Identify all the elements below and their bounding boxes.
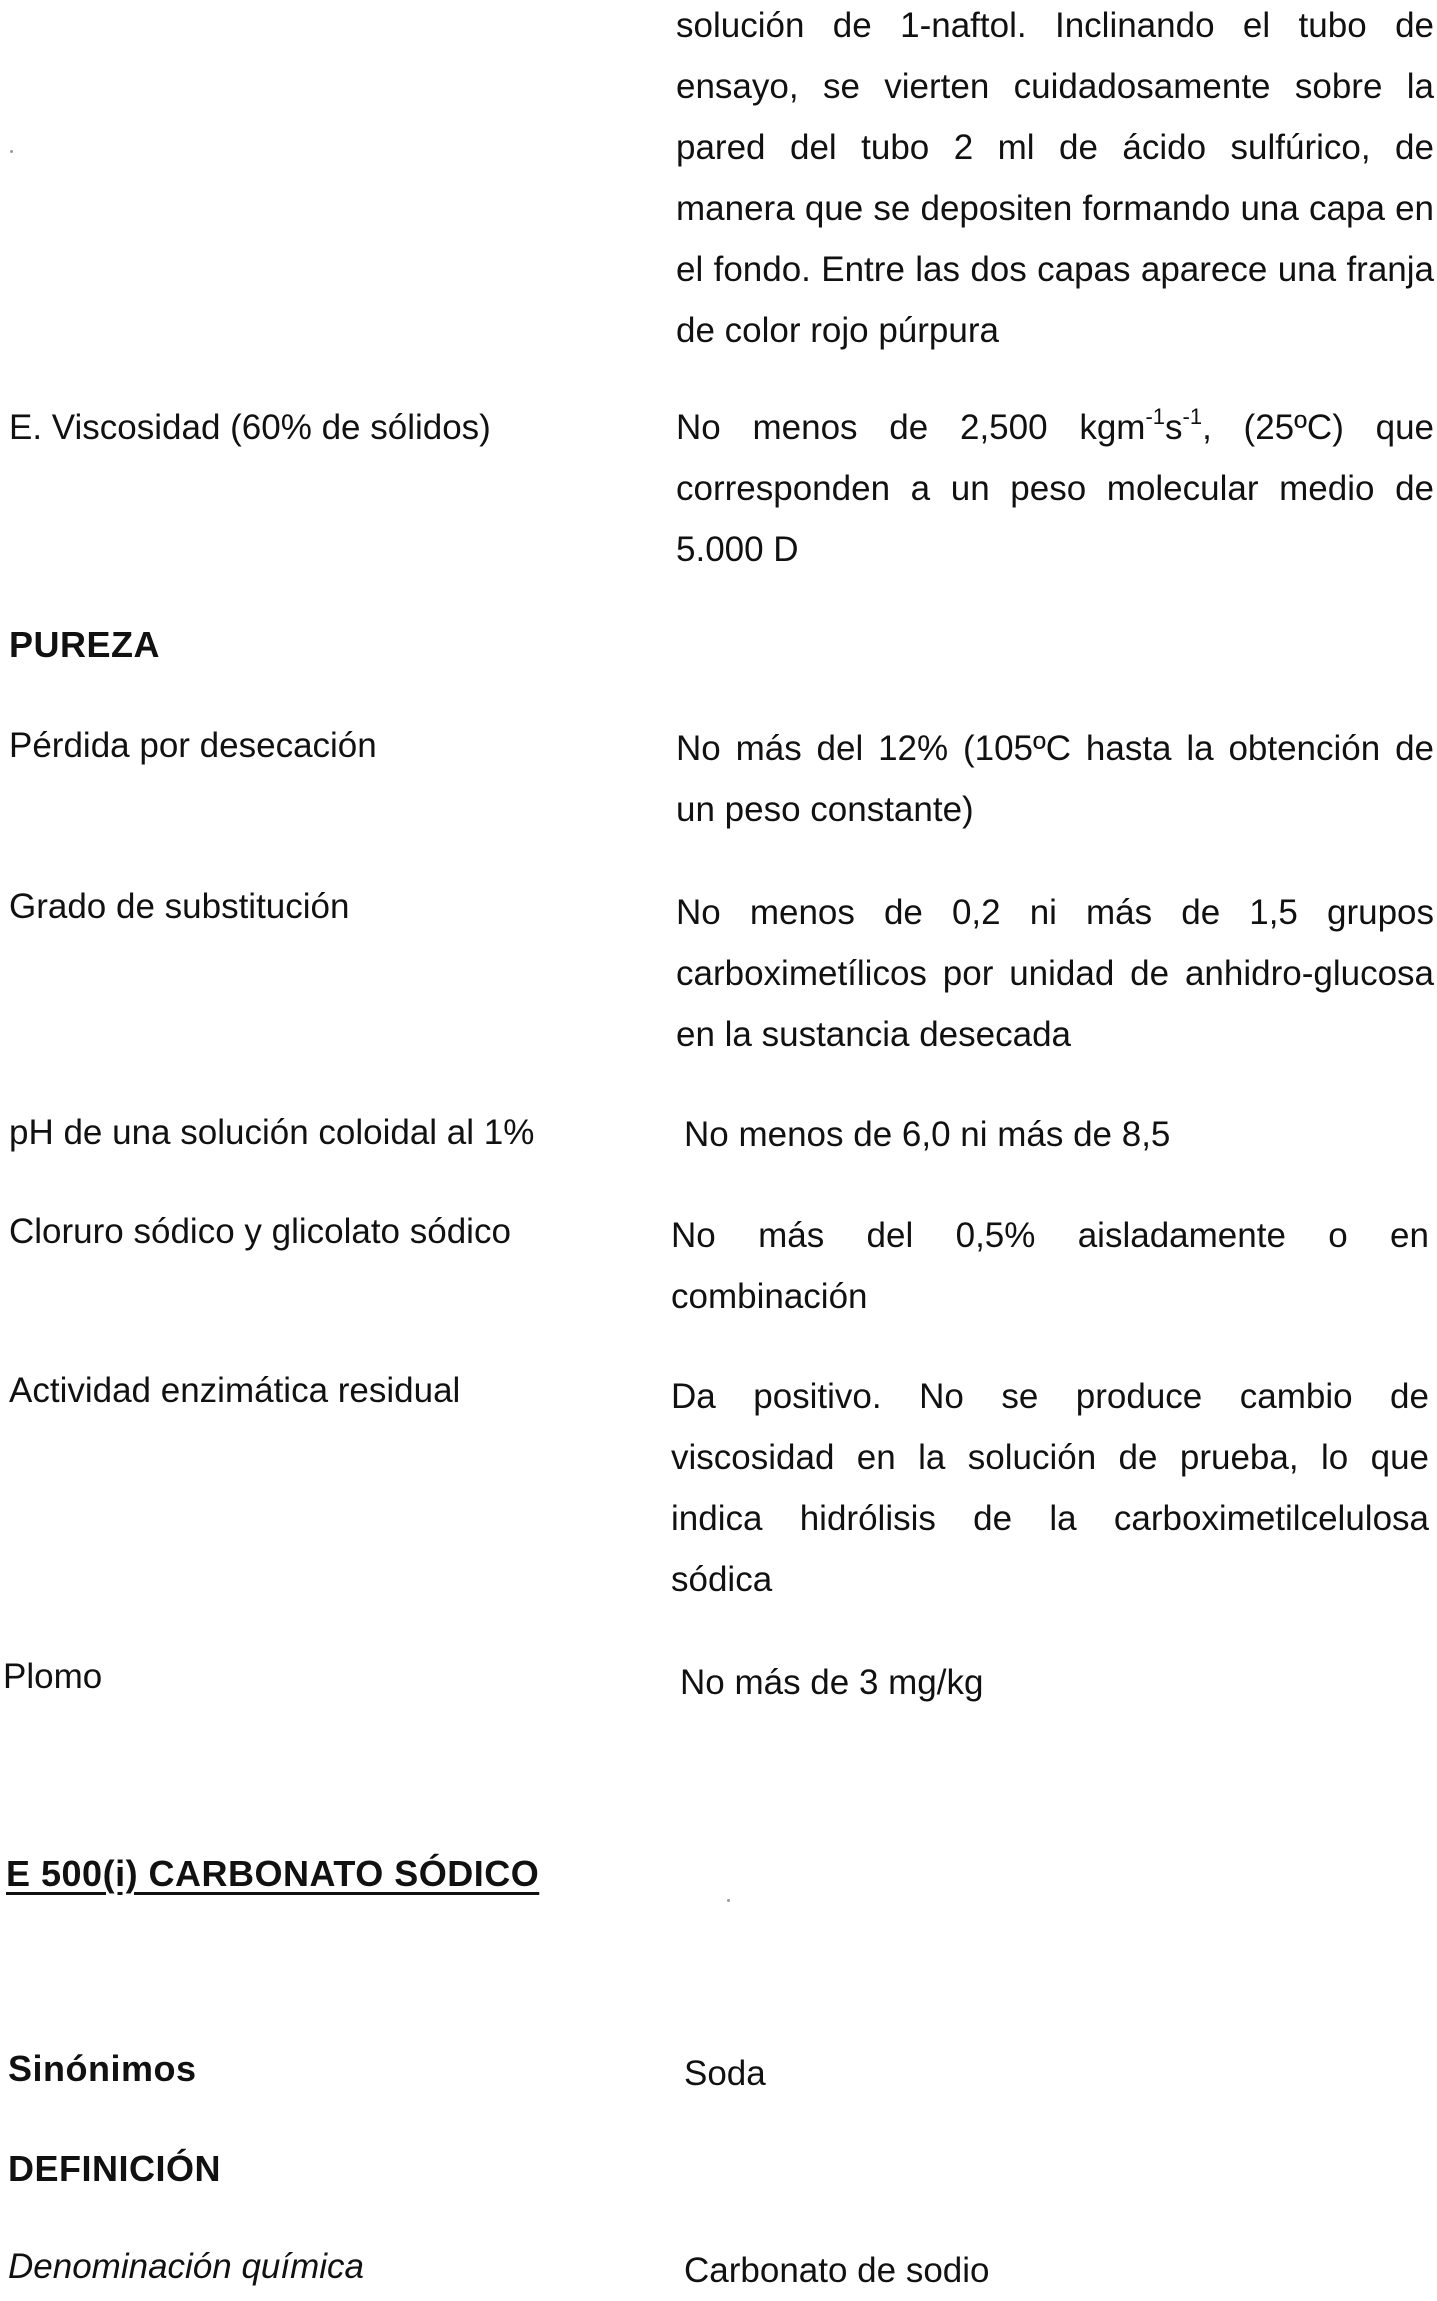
intro-paragraph: solución de 1-naftol. Inclinando el tubo de ensayo, se vierten cuidadosamente sobre la pared del tubo 2 ml de ácido sulfúrico, de manera que se depositen formando una capa en el fondo. Entre las dos capas aparece una franja de color rojo púrpura — [676, 6, 1434, 350]
pureza-row-label: Grado de substitución — [9, 887, 350, 926]
chemical-name-label: Denominación química — [8, 2247, 365, 2286]
pureza-row-label: Plomo — [3, 1657, 103, 1696]
pureza-row-label: Actividad enzimática residual — [9, 1371, 461, 1410]
pureza-row-value: Da positivo. No se produce cambio de viscosidad en la solución de prueba, lo que indica hidrólisis de la carboximetilcelulosa sódica — [671, 1377, 1429, 1599]
viscosity-value-prefix: No menos de 2,500 kgm — [676, 408, 1146, 447]
chemical-name-value: Carbonato de sodio — [684, 2251, 990, 2290]
pureza-row-label: Cloruro sódico y glicolato sódico — [9, 1212, 511, 1251]
section-title: E 500(i) CARBONATO SÓDICO — [6, 1853, 540, 1894]
synonyms-value: Soda — [684, 2054, 766, 2093]
pureza-row-value: No más de 3 mg/kg — [680, 1663, 984, 1702]
pureza-row-label: Pérdida por desecación — [9, 726, 377, 765]
scan-speck — [727, 1899, 730, 1902]
viscosity-value-sup1: -1 — [1145, 404, 1166, 430]
pureza-row-value: No menos de 0,2 ni más de 1,5 grupos carboximetílicos por unidad de anhidro-glucosa en la sustancia desecada — [676, 893, 1434, 1054]
scan-speck — [10, 150, 13, 153]
viscosity-value-suffix: , (25ºC) que corresponden a un peso molecular medio de 5.000 D — [676, 408, 1435, 569]
viscosity-value-sup2: -1 — [1182, 404, 1203, 430]
viscosity-value-mid: s — [1165, 408, 1183, 447]
definition-heading: DEFINICIÓN — [8, 2148, 222, 2189]
viscosity-label: E. Viscosidad (60% de sólidos) — [9, 408, 491, 447]
pureza-row-value: No menos de 6,0 ni más de 8,5 — [684, 1115, 1171, 1154]
synonyms-label: Sinónimos — [8, 2048, 197, 2089]
pureza-row-value: No más del 12% (105ºC hasta la obtención de un peso constante) — [676, 729, 1434, 829]
viscosity-value — [676, 397, 1434, 580]
pureza-heading: PUREZA — [9, 624, 161, 665]
pureza-row-label: pH de una solución coloidal al 1% — [9, 1113, 535, 1152]
pureza-row-value: No más del 0,5% aisladamente o en combinación — [671, 1216, 1429, 1316]
